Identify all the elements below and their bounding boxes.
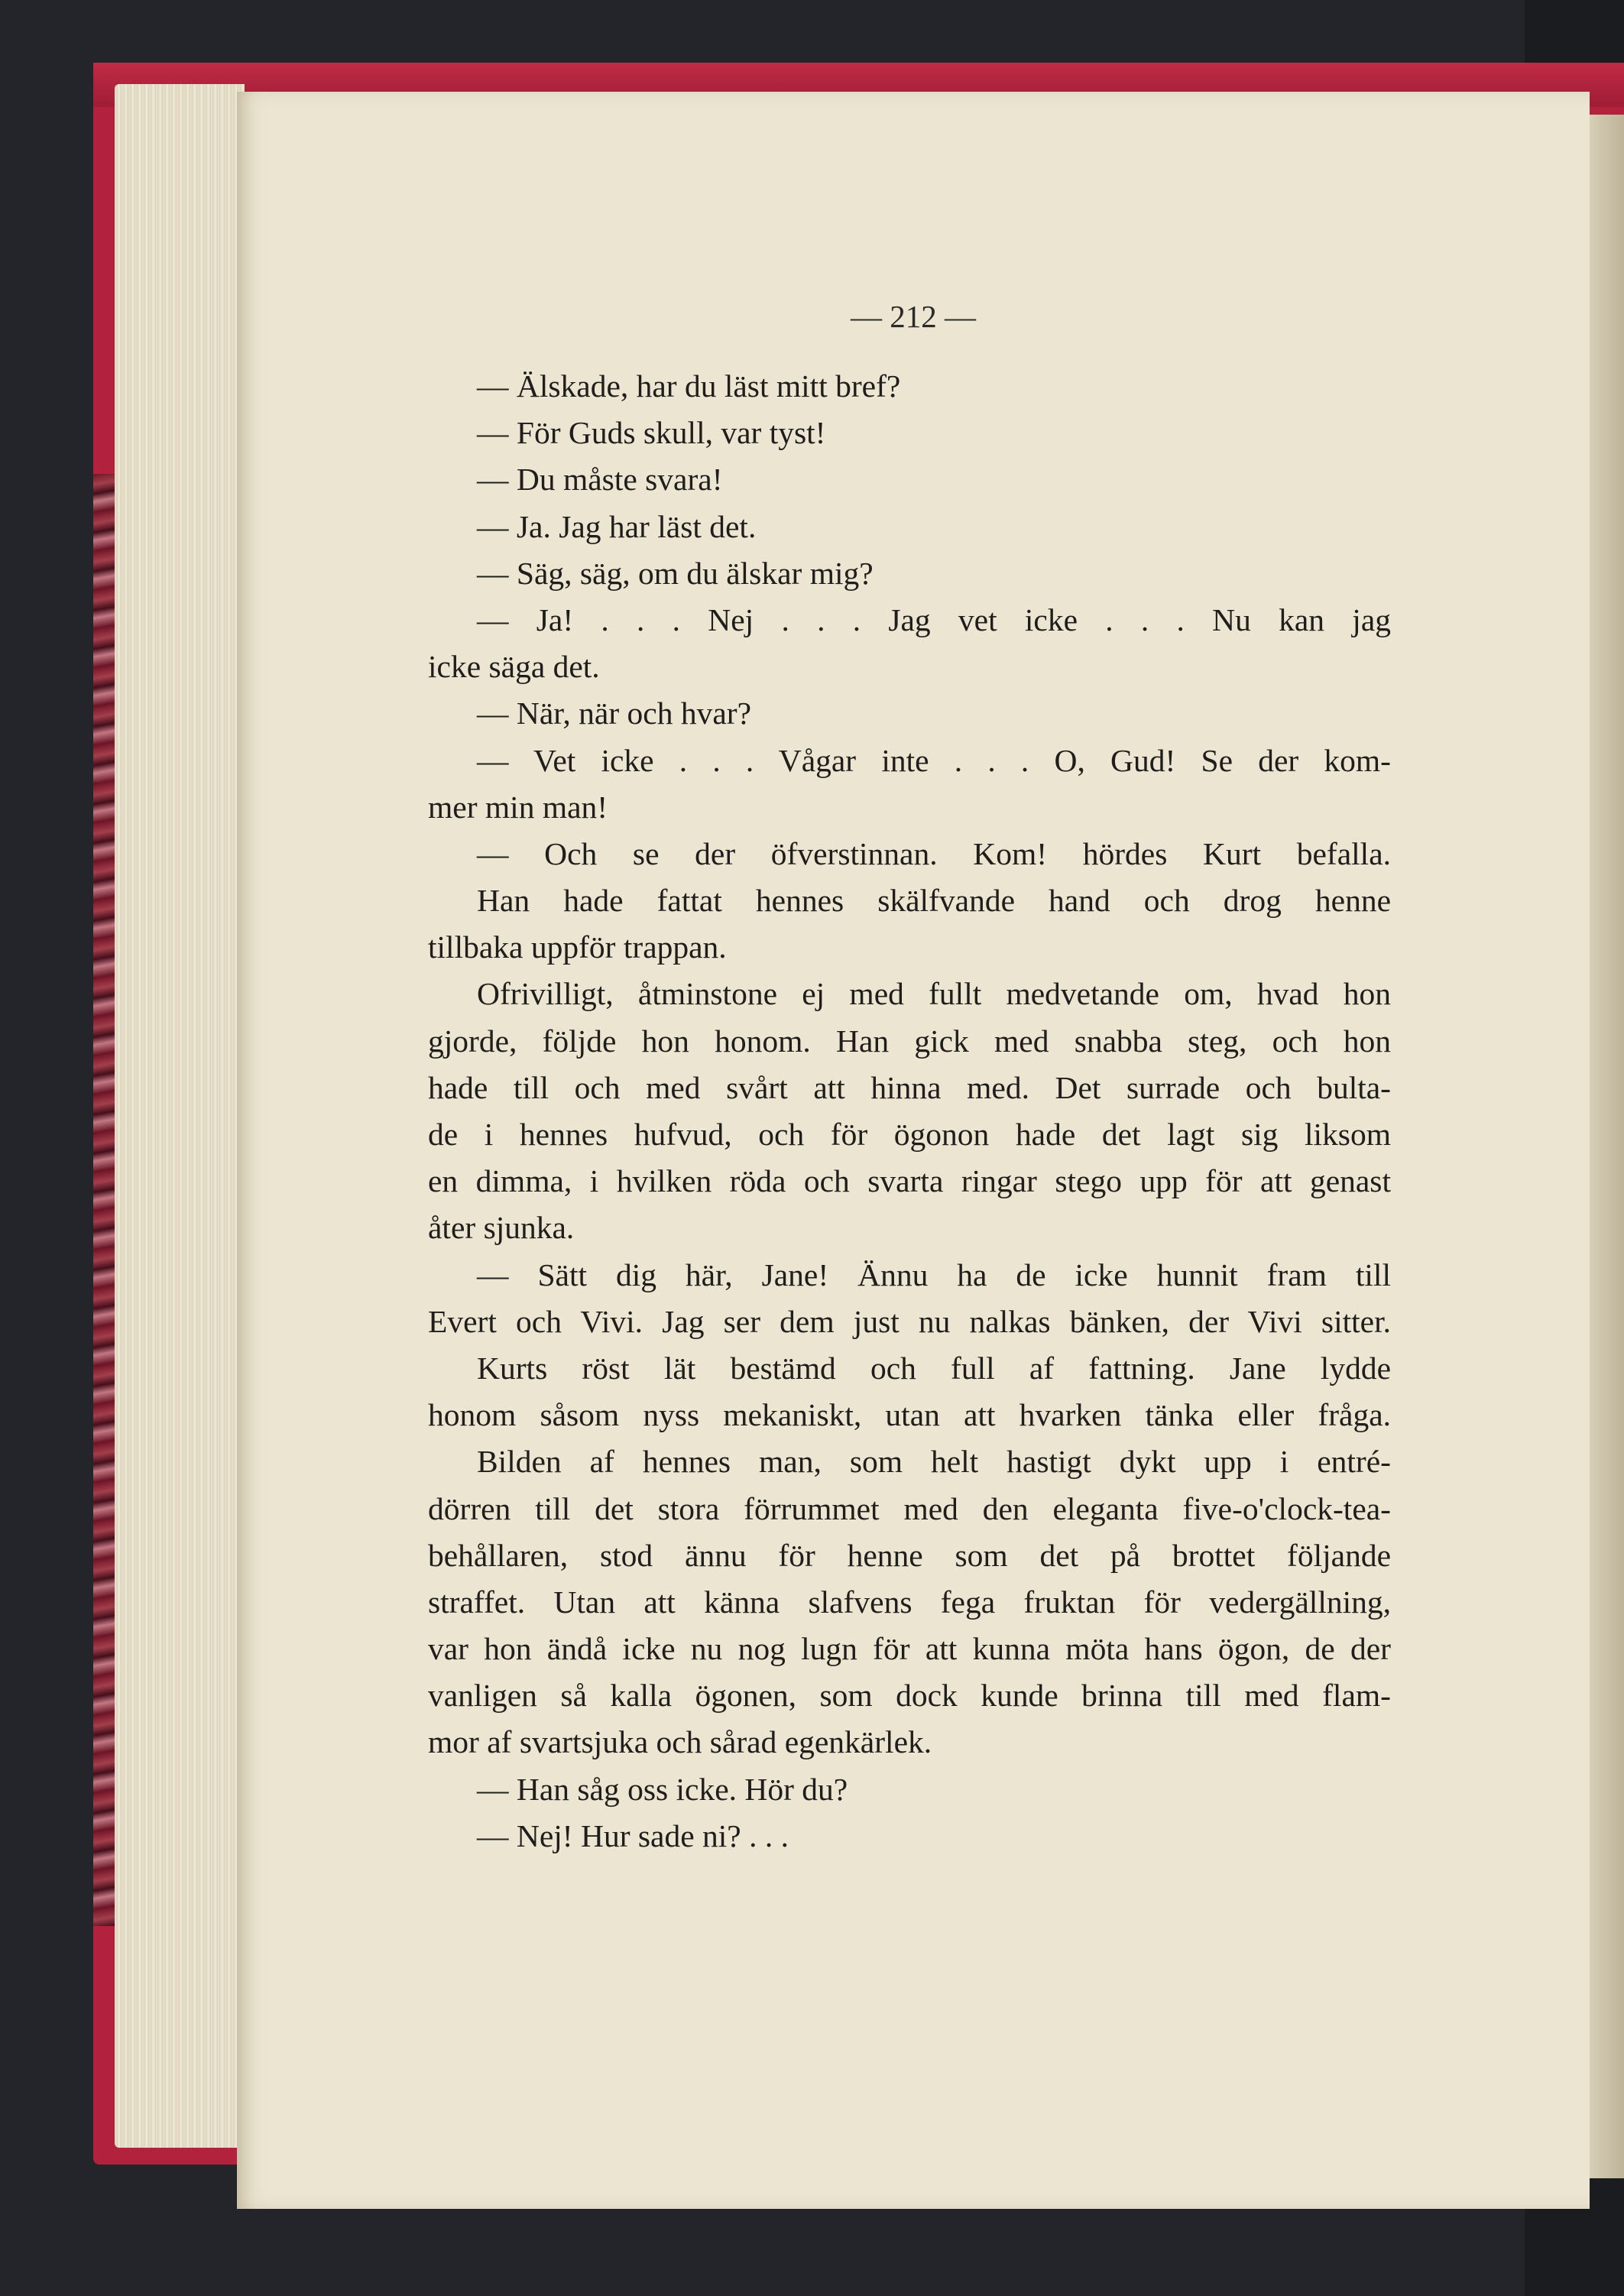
text-line: tillbaka uppför trappan.	[428, 929, 727, 965]
text-line: åter sjunka.	[428, 1210, 575, 1246]
text-line: gjorde, följde hon honom. Han gick med snabba steg, och hon	[428, 1023, 1391, 1059]
text-line: var hon ändå icke nu nog lugn för att kunna möta hans ögon, de der	[428, 1631, 1391, 1667]
text-line: Evert och Vivi. Jag ser dem just nu nalkas bänken, der Vivi sitter.	[428, 1303, 1391, 1339]
text-line: — Sätt dig här, Jane! Ännu ha de icke hunnit fram till	[477, 1257, 1391, 1292]
text-line: de i hennes hufvud, och för ögonon hade det lagt sig liksom	[428, 1117, 1391, 1152]
text-line: Bilden af hennes man, som helt hastigt dykt upp i entré-	[477, 1444, 1391, 1480]
page-text	[428, 363, 1391, 1860]
text-line: mor af svartsjuka och sårad egenkärlek.	[428, 1724, 932, 1760]
page-edges-right	[1586, 115, 1624, 2178]
text-line: honom såsom nyss mekaniskt, utan att hvarken tänka eller fråga.	[428, 1397, 1391, 1433]
text-line: Kurts röst lät bestämd och full af fattning. Jane lydde	[477, 1350, 1391, 1386]
text-line: Ofrivilligt, åtminstone ej med fullt medvetande om, hvad hon	[477, 976, 1391, 1012]
text-line: — Ja! . . . Nej . . . Jag vet icke . . . Nu kan jag	[477, 602, 1391, 637]
text-line: straffet. Utan att känna slafvens fega fruktan för vedergällning,	[428, 1584, 1391, 1620]
text-line: — Nej! Hur sade ni? . . .	[477, 1818, 789, 1853]
text-line: en dimma, i hvilken röda och svarta ringar stego upp för att genast	[428, 1163, 1391, 1199]
page-number: — 212 —	[851, 299, 976, 334]
text-line: — För Guds skull, var tyst!	[477, 415, 826, 451]
text-line: hade till och med svårt att hinna med. Det surrade och bulta-	[428, 1069, 1391, 1105]
text-line: — Vet icke . . . Vågar inte . . . O, Gud! Se der kom-	[477, 742, 1391, 778]
page-edges-left	[115, 84, 245, 2148]
text-line: — Och se der öfverstinnan. Kom! hördes Kurt befalla.	[477, 835, 1391, 871]
text-line: Han hade fattat hennes skälfvande hand och drog henne	[477, 883, 1391, 919]
text-line: behållaren, stod ännu för henne som det på brottet följande	[428, 1537, 1391, 1573]
text-line: vanligen så kalla ögonen, som dock kunde brinna till med flam-	[428, 1678, 1391, 1714]
text-line: dörren till det stora förrummet med den eleganta five-o'clock-tea-	[428, 1490, 1391, 1526]
text-line: mer min man!	[428, 789, 608, 825]
text-line: — När, när och hvar?	[477, 696, 751, 731]
text-line: — Älskade, har du läst mitt bref?	[477, 368, 901, 404]
text-line: icke säga det.	[428, 649, 600, 685]
text-line: — Du måste svara!	[477, 462, 723, 498]
text-line: — Säg, säg, om du älskar mig?	[477, 555, 874, 591]
book-page	[237, 92, 1590, 2209]
text-line: — Han såg oss icke. Hör du?	[477, 1771, 848, 1807]
text-line: — Ja. Jag har läst det.	[477, 508, 757, 544]
